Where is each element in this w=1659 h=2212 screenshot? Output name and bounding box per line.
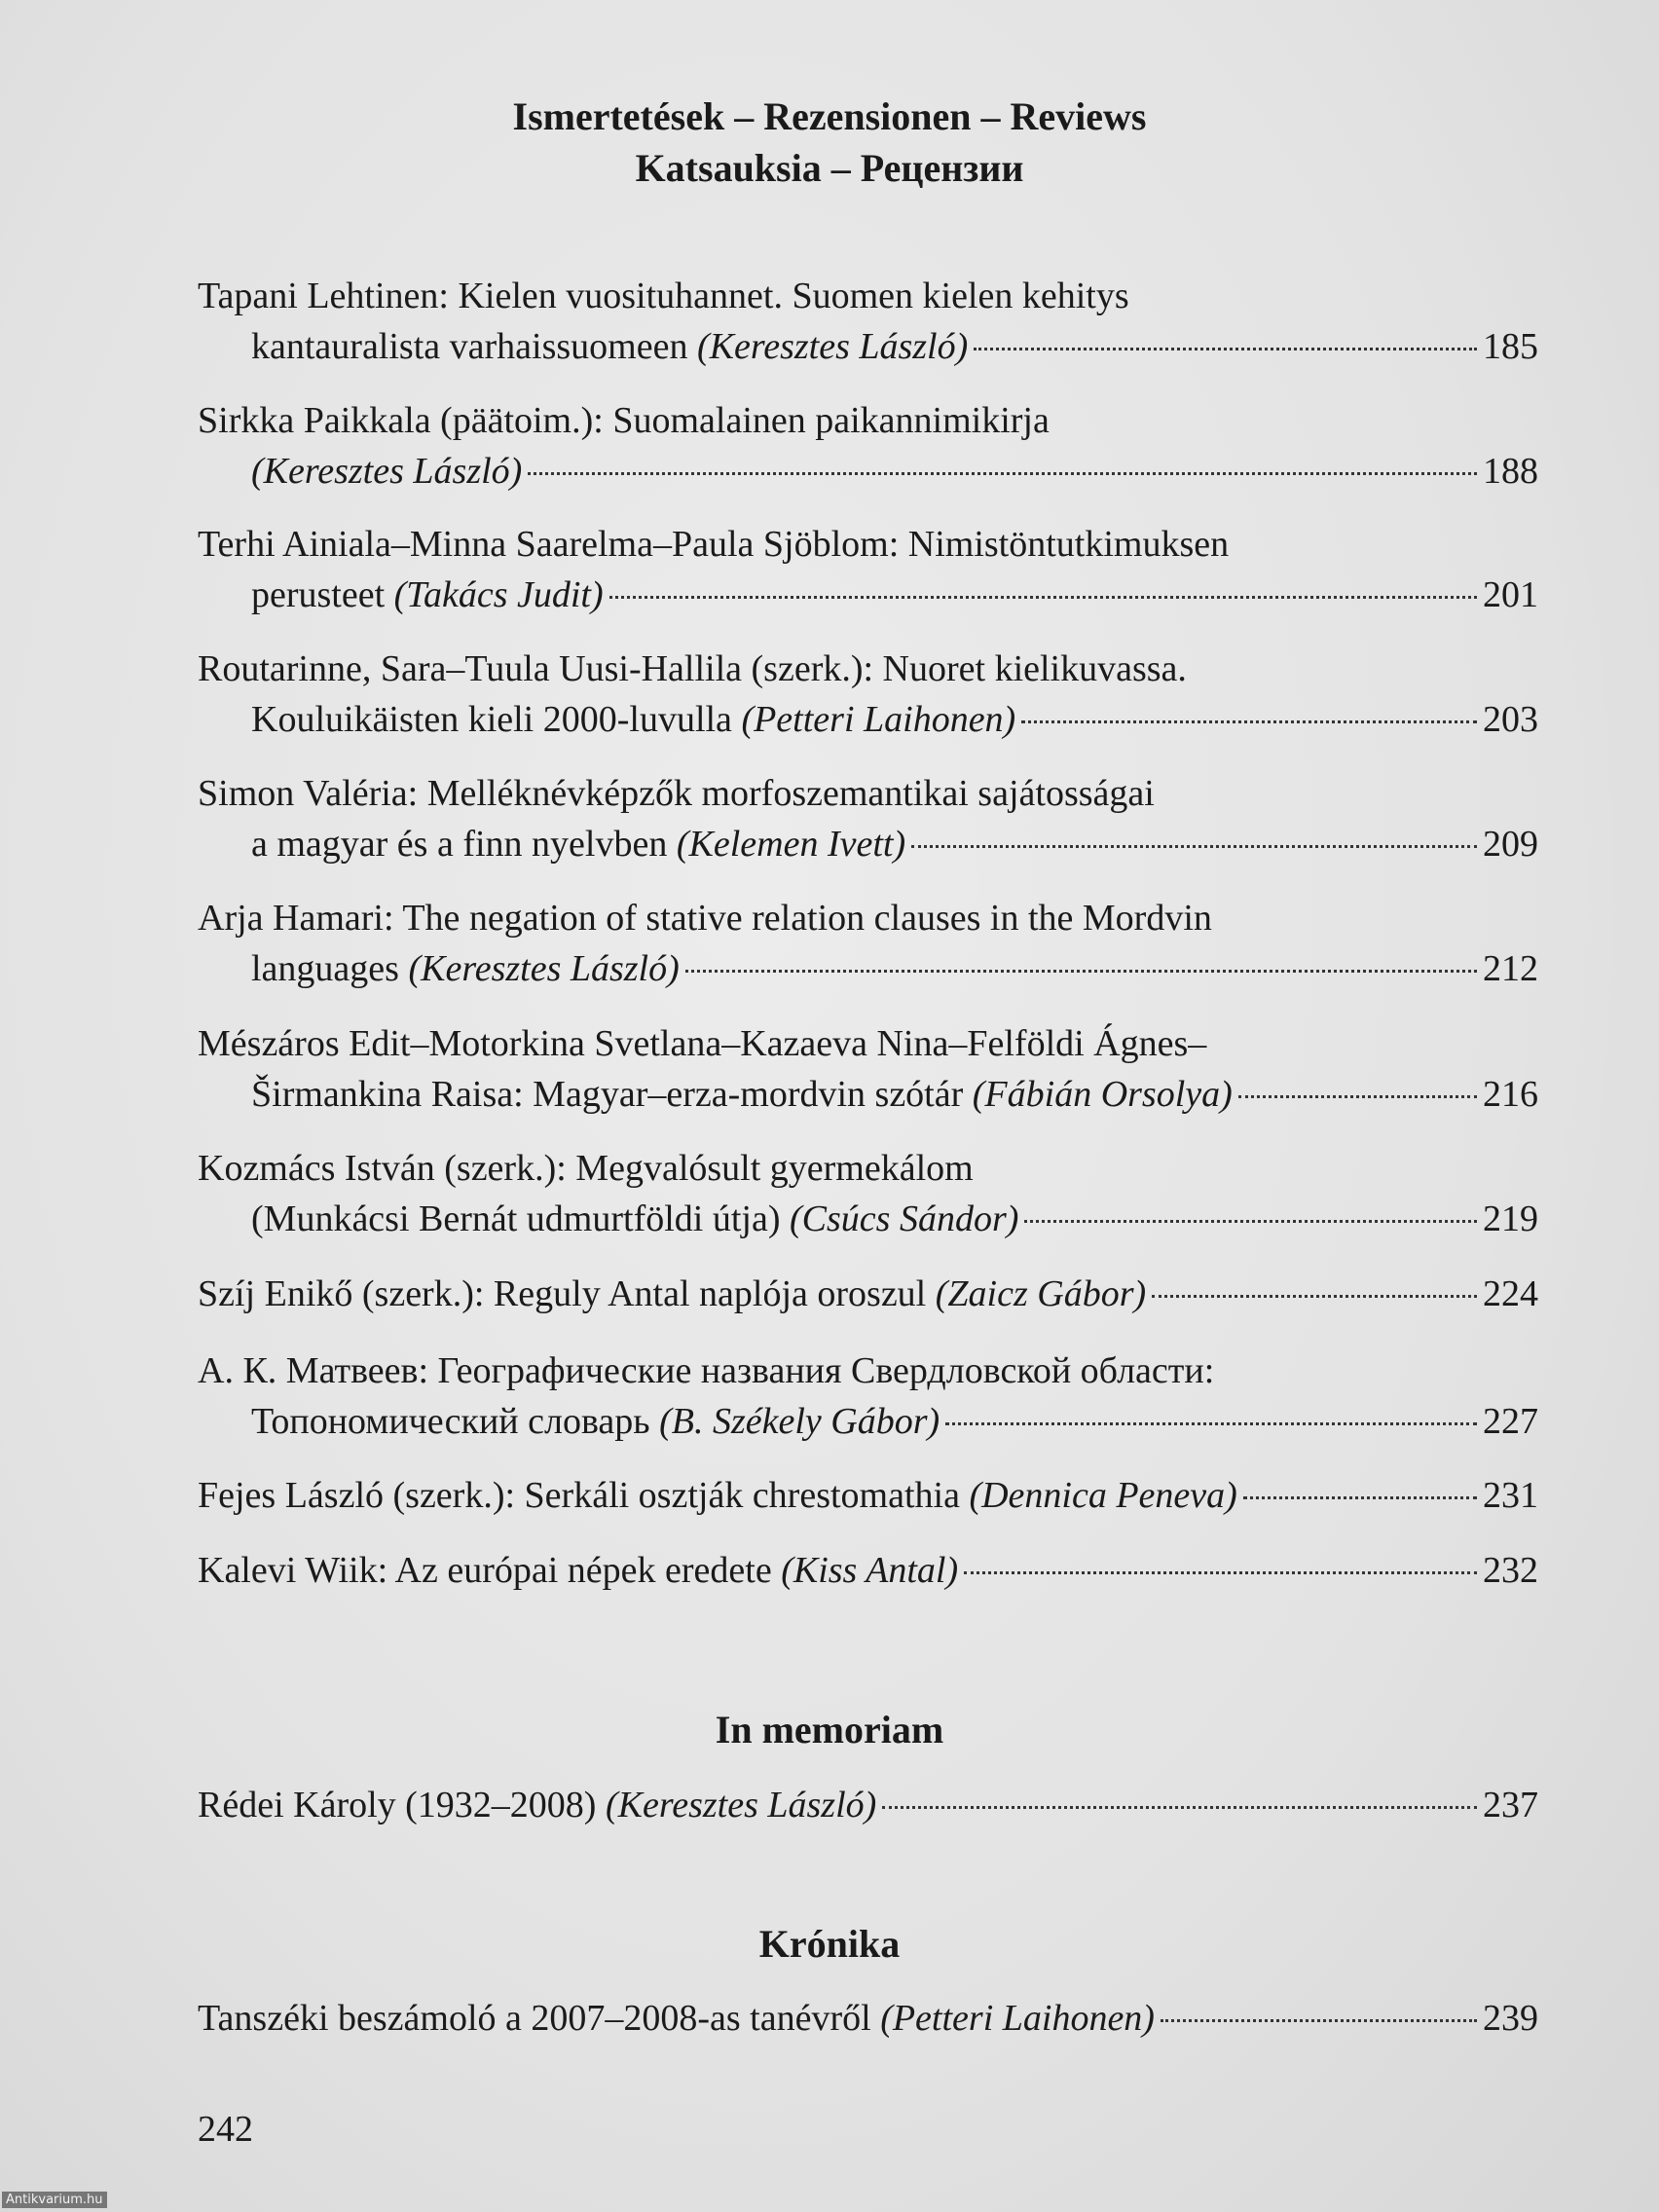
dot-leader [528, 472, 1477, 475]
entry-page-number: 212 [1483, 948, 1538, 989]
entry-reviewer: (Dennica Peneva) [969, 1475, 1237, 1516]
entry-reviewer: (Kelemen Ivett) [676, 824, 906, 865]
dot-leader [1021, 720, 1477, 723]
entry-title: Rédei Károly (1932–2008) [198, 1785, 597, 1825]
toc-entry [198, 271, 1538, 372]
toc-entry-memoriam [198, 1780, 1538, 1830]
entry-page-number: 201 [1483, 574, 1538, 615]
toc-entry [198, 768, 1538, 869]
toc-entry [198, 1346, 1538, 1447]
entry-title-line: Arja Hamari: The negation of stative relation clauses in the Mordvin [198, 898, 1212, 939]
entry-reviewer: (Keresztes László) [696, 326, 969, 367]
entry-page-number: 227 [1483, 1401, 1538, 1442]
entry-page-number: 232 [1483, 1550, 1538, 1591]
entry-title-cont: languages [251, 948, 399, 989]
entry-title-line: А. К. Матвеев: Географические названия Свердловской области: [198, 1350, 1215, 1391]
entry-title: Kalevi Wiik: Az európai népek eredete [198, 1550, 772, 1591]
entry-continuation [198, 819, 1538, 869]
dot-leader [945, 1422, 1477, 1425]
entry-continuation [198, 321, 1538, 372]
entry-reviewer: (Petteri Laihonen) [880, 1998, 1155, 2039]
toc-entry-kronika [198, 1993, 1538, 2044]
toc-entry [198, 1143, 1538, 1244]
entry-page-number: 188 [1483, 451, 1538, 492]
entry-reviewer: (Keresztes László) [605, 1785, 877, 1825]
entry-title-cont: a magyar és a finn nyelvben [251, 824, 668, 865]
entry-reviewer: (Zaicz Gábor) [935, 1273, 1147, 1314]
entry-title-line: Sirkka Paikkala (päätoim.): Suomalainen paikannimikirja [198, 400, 1050, 441]
page-folio-number: 242 [198, 2109, 253, 2150]
entry-title: Szíj Enikő (szerk.): Reguly Antal naplója oroszul [198, 1273, 927, 1314]
toc-entry [198, 1470, 1538, 1521]
dot-leader [974, 348, 1477, 350]
entry-page-number: 216 [1483, 1074, 1538, 1115]
entry-title-line: Kozmács István (szerk.): Megvalósult gyermekálom [198, 1148, 974, 1189]
entry-reviewer: (Keresztes László) [408, 948, 680, 989]
dot-leader [609, 596, 1477, 599]
dot-leader [1152, 1295, 1477, 1298]
entry-page-number: 237 [1483, 1785, 1538, 1825]
dot-leader [685, 970, 1477, 973]
toc-entry [198, 644, 1538, 745]
dot-leader [882, 1806, 1477, 1809]
dot-leader [1161, 2019, 1477, 2022]
entry-title-cont: Kouluikäisten kieli 2000-luvulla [251, 699, 732, 740]
entry-page-number: 203 [1483, 699, 1538, 740]
entry-title-cont: (Munkácsi Bernát udmurtföldi útja) [251, 1198, 781, 1239]
toc-entry [198, 893, 1538, 994]
entry-continuation [198, 1069, 1538, 1120]
dot-leader [1243, 1496, 1477, 1499]
entry-reviewer: (Kiss Antal) [781, 1550, 959, 1591]
toc-entry [198, 1545, 1538, 1596]
toc-entry [198, 519, 1538, 620]
entry-reviewer: (Petteri Laihonen) [741, 699, 1016, 740]
watermark: Antikvarium.hu [2, 2192, 107, 2208]
entry-title-line: Simon Valéria: Melléknévképzők morfoszemantikai sajátosságai [198, 773, 1155, 814]
entry-page-number: 239 [1483, 1998, 1538, 2039]
entry-reviewer: (Takács Judit) [393, 574, 604, 615]
dot-leader [1238, 1095, 1477, 1098]
entry-page-number: 209 [1483, 824, 1538, 865]
entry-continuation [198, 1194, 1538, 1244]
section-heading-memoriam: In memoriam [715, 1708, 944, 1751]
entry-title-cont: Širmankina Raisa: Magyar–erza-mordvin szótár [251, 1074, 964, 1115]
entry-title-cont: Топономический словарь [251, 1401, 650, 1442]
entry-page-number: 224 [1483, 1273, 1538, 1314]
entry-reviewer: (Keresztes László) [251, 451, 523, 492]
dot-leader [1024, 1220, 1477, 1223]
entry-continuation [198, 570, 1538, 620]
entry-title-cont: perusteet [251, 574, 386, 615]
entry-line [198, 1470, 1538, 1521]
entry-continuation [198, 694, 1538, 745]
entry-line [198, 1780, 1538, 1830]
entry-title-line: Mészáros Edit–Motorkina Svetlana–Kazaeva Nina–Felföldi Ágnes– [198, 1023, 1207, 1064]
dot-leader [964, 1571, 1477, 1574]
entry-page-number: 231 [1483, 1475, 1538, 1516]
section-heading-reviews: Ismertetések – Rezensionen – Reviews [512, 94, 1147, 138]
entry-continuation [198, 1396, 1538, 1447]
entry-continuation [198, 446, 1538, 497]
entry-page-number: 185 [1483, 326, 1538, 367]
entry-title-line: Tapani Lehtinen: Kielen vuosituhannet. Suomen kielen kehitys [198, 276, 1129, 316]
entry-title: Fejes László (szerk.): Serkáli osztják chrestomathia [198, 1475, 960, 1516]
entry-page-number: 219 [1483, 1198, 1538, 1239]
entry-line [198, 1545, 1538, 1596]
section-heading-reviews-sub: Katsauksia – Рецензии [635, 146, 1024, 190]
entry-title-line: Terhi Ainiala–Minna Saarelma–Paula Sjöblom: Nimistöntutkimuksen [198, 524, 1230, 565]
toc-entry [198, 1269, 1538, 1319]
entry-line [198, 1993, 1538, 2044]
entry-title: Tanszéki beszámoló a 2007–2008-as tanévről [198, 1998, 871, 2039]
entry-line [198, 1269, 1538, 1319]
entry-reviewer: (B. Székely Gábor) [659, 1401, 940, 1442]
section-heading-kronika: Krónika [758, 1922, 901, 1966]
entry-continuation [198, 943, 1538, 994]
toc-entry [198, 1018, 1538, 1120]
entry-title-line: Routarinne, Sara–Tuula Uusi-Hallila (szerk.): Nuoret kielikuvassa. [198, 648, 1187, 689]
entry-reviewer: (Csúcs Sándor) [790, 1198, 1019, 1239]
dot-leader [911, 845, 1477, 848]
entry-reviewer: (Fábián Orsolya) [972, 1074, 1233, 1115]
toc-entry [198, 395, 1538, 497]
entry-title-cont: kantauralista varhaissuomeen [251, 326, 688, 367]
